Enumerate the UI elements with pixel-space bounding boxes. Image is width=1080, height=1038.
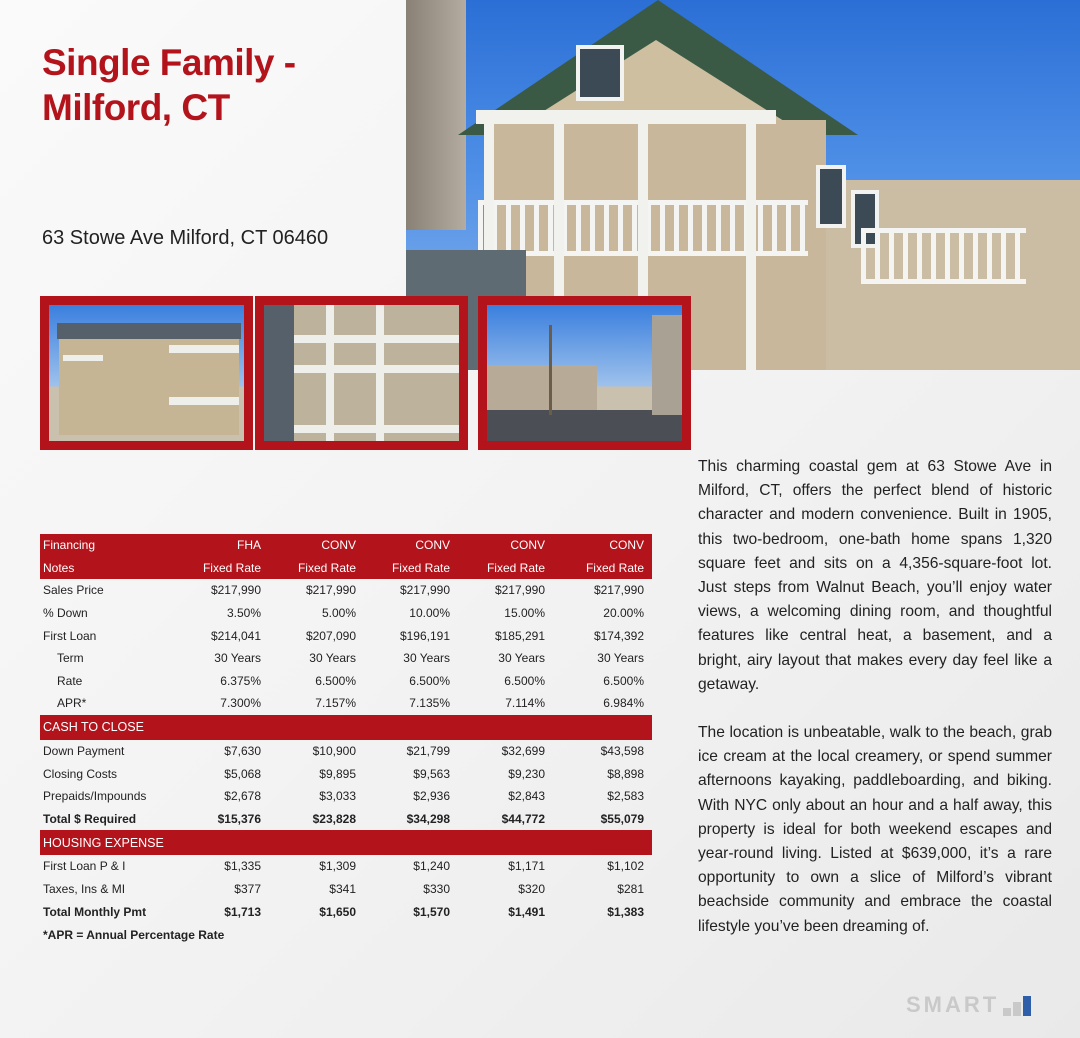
table-cell: $21,799 [406,744,450,759]
header-cell: Financing [40,534,173,557]
table-cell: 30 Years [309,651,356,666]
description-paragraph: This charming coastal gem at 63 Stowe Ave in Milford, CT, offers the perfect blend of historic character and modern convenience. Built in 1905, this two-bedroom, one-bath home spans 1,320 square feet and sits on a 4,356-square-foot lot. Just steps from Walnut Beach, you’ll enjoy water views, a welcoming dining room, and thoughtful features like central heat, a basement, and a bright, airy layout that makes every day feel like a getaway. [698,458,1052,693]
thumbnail-photo-2[interactable] [255,296,468,450]
table-row [40,579,652,602]
table-cell: $2,678 [224,789,261,804]
row-label: Prepaids/Impounds [43,789,147,804]
table-row [40,670,652,693]
row-label: % Down [43,606,88,621]
table-cell: $207,090 [305,628,356,643]
table-cell: 6.500% [315,673,356,688]
table-cell: $196,191 [399,628,450,643]
table-cell: $217,990 [399,583,450,598]
side-window [816,165,846,228]
table-cell: $7,630 [224,744,261,759]
table-cell: 30 Years [498,651,545,666]
table-cell: 30 Years [403,651,450,666]
table-cell: $8,898 [607,766,644,781]
table-cell: $34,298 [406,811,450,826]
header-cell: CONV [458,534,553,557]
table-cell: 7.114% [505,696,545,711]
table-cell: $341 [329,882,356,897]
table-cell: 20.00% [603,606,644,621]
section-label: HOUSING EXPENSE [40,830,652,855]
table-cell: 7.157% [315,696,356,711]
header-cell: Fixed Rate [553,557,652,580]
header-cell: Fixed Rate [269,557,364,580]
table-cell: $9,895 [319,766,356,781]
table-cell: $32,699 [501,744,545,759]
table-cell: $217,990 [593,583,644,598]
table-cell: $281 [617,882,644,897]
section-label: CASH TO CLOSE [40,715,652,740]
row-label: Total $ Required [43,811,137,826]
apr-footnote: *APR = Annual Percentage Rate [43,928,225,942]
table-row-total [40,808,652,831]
table-cell: 6.500% [409,673,450,688]
attic-window [576,45,624,101]
table-cell: $2,583 [607,789,644,804]
table-cell: $174,392 [593,628,644,643]
table-cell: 7.300% [220,696,261,711]
row-label: Closing Costs [43,766,118,781]
table-cell: $214,041 [210,628,261,643]
table-row [40,647,652,670]
table-header-row [40,534,652,557]
table-cell: $1,102 [607,859,644,874]
table-cell: $23,828 [312,811,356,826]
table-cell: 6.500% [504,673,545,688]
property-address: 63 Stowe Ave Milford, CT 06460 [42,227,329,249]
section-header-housing-expense [40,830,652,855]
header-cell: CONV [364,534,458,557]
listing-title [42,40,296,130]
table-cell: $1,491 [508,904,545,919]
table-row [40,762,652,785]
table-row [40,624,652,647]
table-row [40,740,652,763]
table-row [40,878,652,901]
table-cell: 30 Years [214,651,261,666]
header-cell: Fixed Rate [173,557,269,580]
section-header-cash-to-close [40,715,652,740]
thumbnail-photo-1[interactable] [40,296,253,450]
table-cell: $217,990 [494,583,545,598]
property-description [698,455,1052,963]
table-cell: $55,079 [600,811,644,826]
header-cell: Notes [40,557,173,580]
table-cell: $44,772 [501,811,545,826]
table-cell: $320 [518,882,545,897]
table-row [40,785,652,808]
table-cell: $1,650 [319,904,356,919]
smart-mls-logo [906,994,1031,1016]
table-row [40,855,652,878]
row-label: Term [57,651,84,666]
table-cell: $217,990 [305,583,356,598]
logo-text: SMART [906,992,1000,1017]
table-header-row [40,557,652,580]
porch-column [554,124,564,304]
table-cell: 10.00% [409,606,450,621]
table-cell: $15,376 [217,811,261,826]
header-cell: CONV [269,534,364,557]
table-row [40,692,652,715]
table-cell: $2,936 [413,789,450,804]
financing-table [40,534,652,923]
table-cell: $9,563 [413,766,450,781]
row-label: Sales Price [43,583,104,598]
row-label: Rate [57,673,83,688]
table-cell: $1,335 [224,859,261,874]
table-cell: $1,240 [413,859,450,874]
table-cell: $3,033 [319,789,356,804]
table-cell: $1,570 [413,904,450,919]
table-cell: 6.500% [603,673,644,688]
table-cell: $185,291 [494,628,545,643]
table-cell: $1,383 [607,904,644,919]
table-cell: $217,990 [210,583,261,598]
table-cell: $9,230 [508,766,545,781]
logo-bars-icon [1001,996,1031,1016]
table-cell: $377 [234,882,261,897]
row-label: First Loan [43,628,97,643]
table-row-total [40,900,652,923]
table-cell: 15.00% [504,606,545,621]
header-cell: FHA [173,534,269,557]
table-cell: 6.375% [220,673,261,688]
porch-column [746,124,756,370]
table-cell: $5,068 [224,766,261,781]
porch-roof [476,110,776,124]
table-cell: $1,171 [508,859,545,874]
side-deck-railing [861,228,1026,284]
table-cell: 3.50% [226,606,261,621]
title-line-1: Single Family - [42,42,296,83]
description-paragraph: The location is unbeatable, walk to the beach, grab ice cream at the local creamery, or spend summer afternoons kayaking, paddleboarding, and biking. With NYC only about an hour and a half away, this property is ideal for both weekend escapes and year-round living. Listed at $639,000, it’s a rare opportunity to own a slice of Milford’s vibrant beachside community and embrace the coastal lifestyle you’ve been dreaming of. [698,724,1052,935]
table-cell: 5.00% [321,606,356,621]
table-cell: $330 [423,882,450,897]
table-cell: $1,309 [319,859,356,874]
porch-column [638,124,648,304]
tree-trunk [406,0,466,230]
row-label: Down Payment [43,744,125,759]
table-cell: 7.135% [409,696,450,711]
row-label: Total Monthly Pmt [43,904,147,919]
table-cell: $10,900 [312,744,356,759]
title-line-2: Milford, CT [42,87,230,128]
table-cell: $2,843 [508,789,545,804]
header-cell: CONV [553,534,652,557]
row-label: First Loan P & I [43,859,126,874]
thumbnail-photo-3[interactable] [478,296,691,450]
header-cell: Fixed Rate [458,557,553,580]
header-cell: Fixed Rate [364,557,458,580]
table-cell: $1,713 [224,904,261,919]
row-label: Taxes, Ins & MI [43,882,126,897]
table-row [40,602,652,625]
row-label: APR* [57,696,87,711]
table-cell: 6.984% [603,696,644,711]
table-cell: $43,598 [600,744,644,759]
table-cell: 30 Years [597,651,644,666]
